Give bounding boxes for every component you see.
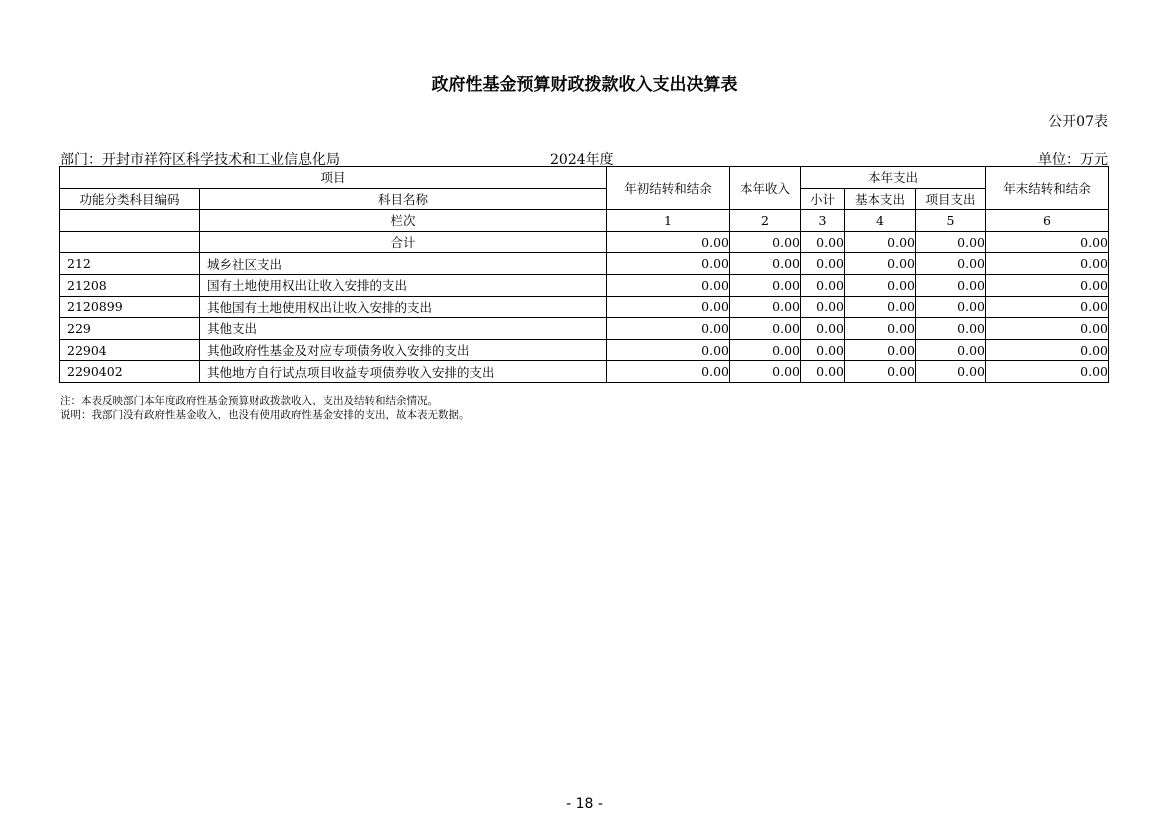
total-value: 0.00 [801, 231, 845, 253]
form-number: 公开07表 [1048, 114, 1108, 130]
row-value: 0.00 [916, 361, 986, 383]
column-number-row [60, 210, 1109, 232]
row-value: 0.00 [986, 339, 1109, 361]
row-name: 其他地方自行试点项目收益专项债券收入安排的支出 [200, 361, 607, 383]
table-row [60, 339, 1109, 361]
header-begin-balance: 年初结转和结余 [607, 167, 730, 210]
row-value: 0.00 [916, 253, 986, 275]
col-num-6: 6 [986, 210, 1109, 232]
row-value: 0.00 [845, 361, 916, 383]
blank-cell [60, 210, 200, 232]
header-project: 项目 [60, 167, 607, 189]
header-subtotal: 小计 [801, 188, 845, 210]
row-code: 212 [60, 253, 200, 275]
col-num-3: 3 [801, 210, 845, 232]
row-value: 0.00 [916, 296, 986, 318]
row-value: 0.00 [845, 274, 916, 296]
row-value: 0.00 [801, 253, 845, 275]
row-code: 22904 [60, 339, 200, 361]
header-row-1 [60, 167, 1109, 189]
header-end-balance: 年末结转和结余 [986, 167, 1109, 210]
total-label: 合计 [200, 231, 607, 253]
row-code: 2120899 [60, 296, 200, 318]
row-value: 0.00 [801, 274, 845, 296]
col-num-1: 1 [607, 210, 730, 232]
total-value: 0.00 [607, 231, 730, 253]
note-line: 说明：我部门没有政府性基金收入，也没有使用政府性基金安排的支出，故本表无数据。 [60, 409, 470, 421]
total-value: 0.00 [986, 231, 1109, 253]
fund-table [59, 166, 1109, 383]
row-value: 0.00 [730, 274, 801, 296]
row-value: 0.00 [730, 361, 801, 383]
row-value: 0.00 [607, 339, 730, 361]
header-name: 科目名称 [200, 188, 607, 210]
row-value: 0.00 [607, 318, 730, 340]
header-row-2 [60, 188, 1109, 210]
note-line: 注：本表反映部门本年度政府性基金预算财政拨款收入、支出及结转和结余情况。 [60, 395, 438, 407]
row-value: 0.00 [801, 361, 845, 383]
row-value: 0.00 [730, 339, 801, 361]
row-value: 0.00 [607, 361, 730, 383]
row-value: 0.00 [845, 318, 916, 340]
row-value: 0.00 [986, 253, 1109, 275]
total-value: 0.00 [916, 231, 986, 253]
row-value: 0.00 [845, 296, 916, 318]
notes [60, 394, 470, 422]
row-name: 其他支出 [200, 318, 607, 340]
row-value: 0.00 [986, 274, 1109, 296]
col-num-5: 5 [916, 210, 986, 232]
row-value: 0.00 [986, 318, 1109, 340]
row-value: 0.00 [916, 274, 986, 296]
table-row [60, 296, 1109, 318]
header-basic: 基本支出 [845, 188, 916, 210]
row-value: 0.00 [801, 318, 845, 340]
row-value: 0.00 [730, 253, 801, 275]
row-value: 0.00 [801, 296, 845, 318]
header-code: 功能分类科目编码 [60, 188, 200, 210]
header-expense: 本年支出 [801, 167, 986, 189]
table-row [60, 253, 1109, 275]
blank-cell [60, 231, 200, 253]
table-row [60, 274, 1109, 296]
row-name: 其他政府性基金及对应专项债务收入安排的支出 [200, 339, 607, 361]
row-value: 0.00 [986, 296, 1109, 318]
row-value: 0.00 [607, 274, 730, 296]
row-value: 0.00 [607, 253, 730, 275]
header-project-expense: 项目支出 [916, 188, 986, 210]
row-value: 0.00 [730, 296, 801, 318]
header-income: 本年收入 [730, 167, 801, 210]
row-value: 0.00 [845, 339, 916, 361]
row-value: 0.00 [916, 339, 986, 361]
col-num-4: 4 [845, 210, 916, 232]
row-value: 0.00 [801, 339, 845, 361]
row-name: 其他国有土地使用权出让收入安排的支出 [200, 296, 607, 318]
table-row [60, 361, 1109, 383]
row-name: 城乡社区支出 [200, 253, 607, 275]
unit-label: 单位：万元 [1038, 152, 1108, 168]
row-code: 2290402 [60, 361, 200, 383]
page-title: 政府性基金预算财政拨款收入支出决算表 [431, 75, 738, 95]
row-code: 229 [60, 318, 200, 340]
row-value: 0.00 [986, 361, 1109, 383]
total-value: 0.00 [730, 231, 801, 253]
page-number: - 18 - [566, 796, 603, 812]
row-value: 0.00 [607, 296, 730, 318]
total-row [60, 231, 1109, 253]
col-num-2: 2 [730, 210, 801, 232]
table-row [60, 318, 1109, 340]
row-code: 21208 [60, 274, 200, 296]
row-name: 国有土地使用权出让收入安排的支出 [200, 274, 607, 296]
year-label: 2024年度 [550, 152, 614, 168]
department-label: 部门：开封市祥符区科学技术和工业信息化局 [60, 152, 340, 168]
row-value: 0.00 [916, 318, 986, 340]
column-label: 栏次 [200, 210, 607, 232]
total-value: 0.00 [845, 231, 916, 253]
row-value: 0.00 [845, 253, 916, 275]
row-value: 0.00 [730, 318, 801, 340]
